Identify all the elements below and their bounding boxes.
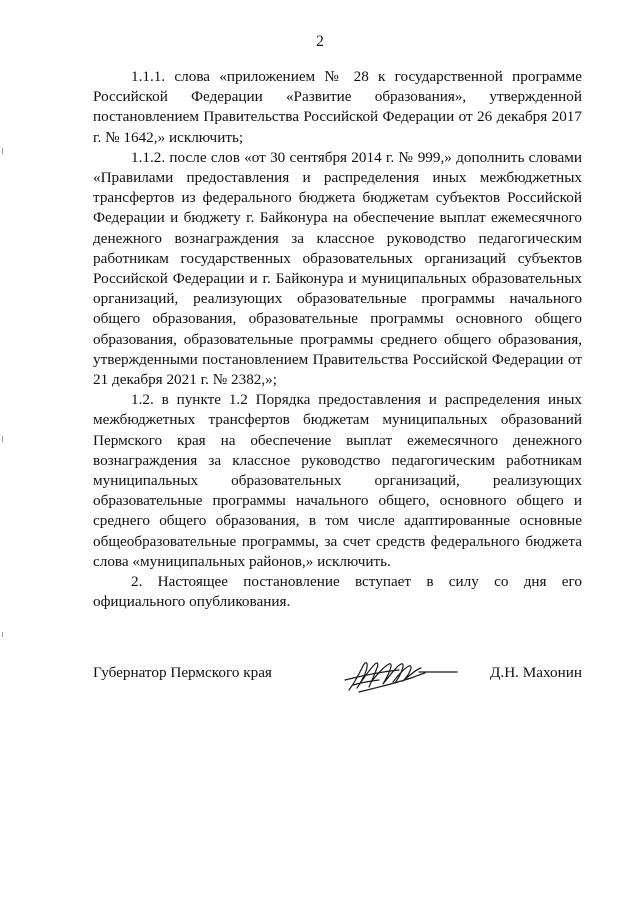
paragraph-1-2: 1.2. в пункте 1.2 Порядка предоставления и распределения иных межбюджетных трансфертов бюджетам муниципальных образований Пермского края на обеспечение выплат ежемесячного денежного вознаграждения за классное руководство педагогическим работникам муниципальных образовательных организаций, реализующих образовательные программы начального общего, основного общего и среднего общего образования, в том числе адаптированные основные общеобразовательные программы, за счет средств федерального бюджета слова «муниципальных районов,» исключить. — [93, 391, 582, 570]
paragraph-2: 2. Настоящее постановление вступает в силу со дня его официального опубликования. — [93, 573, 582, 611]
handwritten-signature — [341, 652, 461, 698]
paragraph-1-1-1: 1.1.1. слова «приложением № 28 к государственной программе Российской Федерации «Развитие образования», утвержденной постановлением Правительства Российской Федерации от 26 декабря 2017 г. № 1642,» исключить; — [93, 68, 582, 146]
scan-edge-mark — [2, 632, 3, 637]
page-number: 2 — [316, 33, 324, 50]
paragraph-1-1-2: 1.1.2. после слов «от 30 сентября 2014 г. № 999,» дополнить словами «Правилами предоставления и распределения иных межбюджетных трансфертов из федерального бюджета бюджетам субъектов Российской Федерации и бюджету г. Байконура на обеспечение выплат ежемесячного денежного вознаграждения за классное руководство педагогическим работникам государственных образовательных организаций субъектов Российской Федерации и г. Байконура и муниципальных образовательных организаций, реализующих образовательные программы начального общего образования, образовательные программы основного общего образования, образовательные программы среднего общего образования, утвержденными постановлением Правительства Российской Федерации от 21 декабря 2021 г. № 2382,»; — [93, 148, 582, 389]
signature-block — [93, 660, 582, 700]
scan-edge-mark — [2, 436, 3, 442]
document-body — [93, 67, 582, 612]
signatory-position: Губернатор Пермского края — [93, 664, 272, 681]
signatory-name: Д.Н. Махонин — [490, 664, 582, 681]
scan-edge-mark — [2, 148, 3, 154]
